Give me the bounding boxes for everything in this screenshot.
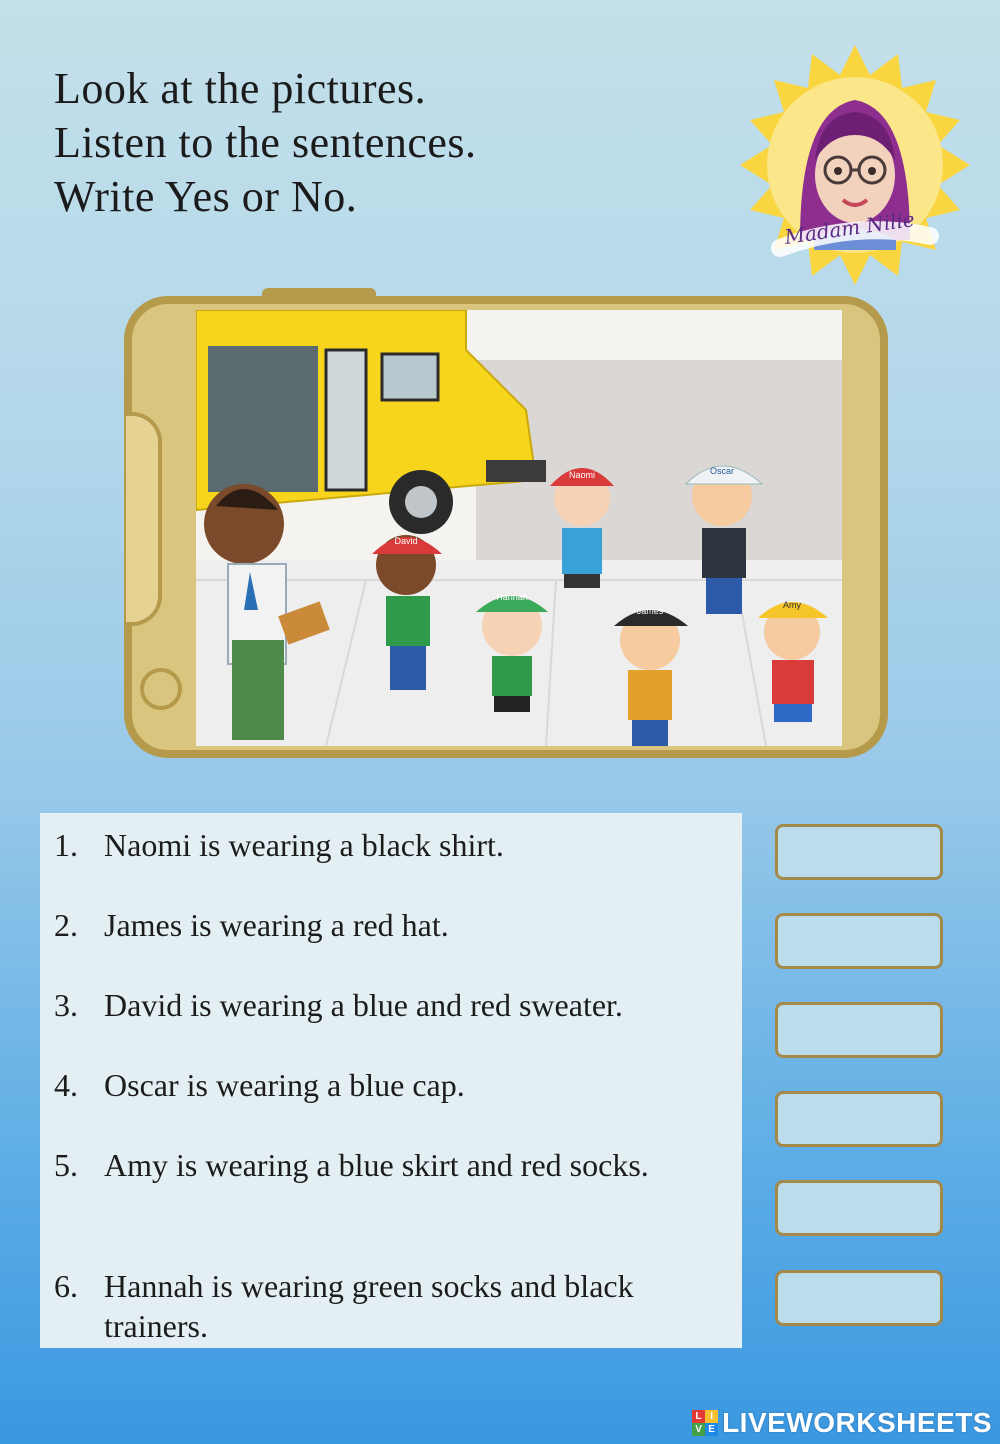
question-2 xyxy=(54,905,734,945)
name-tag-james: James xyxy=(636,606,664,616)
question-text: Naomi is wearing a black shirt. xyxy=(104,827,504,863)
name-tag-hannah: Hannah xyxy=(496,592,528,602)
name-tag-naomi: Naomi xyxy=(568,470,596,480)
question-number: 6. xyxy=(54,1268,78,1304)
phone-side-pill xyxy=(126,412,162,626)
badge-signature: Madam Nilie xyxy=(782,207,917,249)
question-3 xyxy=(54,985,734,1025)
question-number: 4. xyxy=(54,1067,78,1103)
question-text: Hannah is wearing green socks and black trainers. xyxy=(104,1268,634,1344)
instruction-line-3: Write Yes or No. xyxy=(54,172,358,221)
answer-input-4[interactable] xyxy=(775,1091,943,1147)
phone-home-button xyxy=(140,668,182,710)
question-1 xyxy=(54,825,734,865)
question-4 xyxy=(54,1065,734,1105)
name-tag-amy: Amy xyxy=(783,600,801,610)
question-5 xyxy=(54,1145,664,1185)
picture-screen xyxy=(196,310,842,746)
question-number: 2. xyxy=(54,907,78,943)
question-text: Oscar is wearing a blue cap. xyxy=(104,1067,465,1103)
question-panel xyxy=(40,813,742,1348)
question-number: 1. xyxy=(54,827,78,863)
instruction-line-1: Look at the pictures. xyxy=(54,64,427,113)
teacher-badge xyxy=(730,40,980,290)
name-tag-oscar: Oscar xyxy=(709,466,735,476)
question-number: 3. xyxy=(54,987,78,1023)
question-number: 5. xyxy=(54,1147,78,1183)
instruction-line-2: Listen to the sentences. xyxy=(54,118,477,167)
question-6 xyxy=(54,1266,744,1346)
answer-input-6[interactable] xyxy=(775,1270,943,1326)
brand-text: LIVEWORKSHEETS xyxy=(722,1407,992,1438)
instructions xyxy=(54,62,477,224)
school-bus-illustration xyxy=(196,310,842,746)
question-text: Amy is wearing a blue skirt and red socks. xyxy=(104,1147,649,1183)
question-text: David is wearing a blue and red sweater. xyxy=(104,987,623,1023)
liveworksheets-logo-icon: L I V E xyxy=(692,1410,718,1436)
answer-input-2[interactable] xyxy=(775,913,943,969)
answer-input-1[interactable] xyxy=(775,824,943,880)
answer-input-5[interactable] xyxy=(775,1180,943,1236)
name-tag-david: David xyxy=(394,536,418,546)
answer-input-3[interactable] xyxy=(775,1002,943,1058)
liveworksheets-brand[interactable] xyxy=(692,1408,992,1438)
question-text: James is wearing a red hat. xyxy=(104,907,449,943)
